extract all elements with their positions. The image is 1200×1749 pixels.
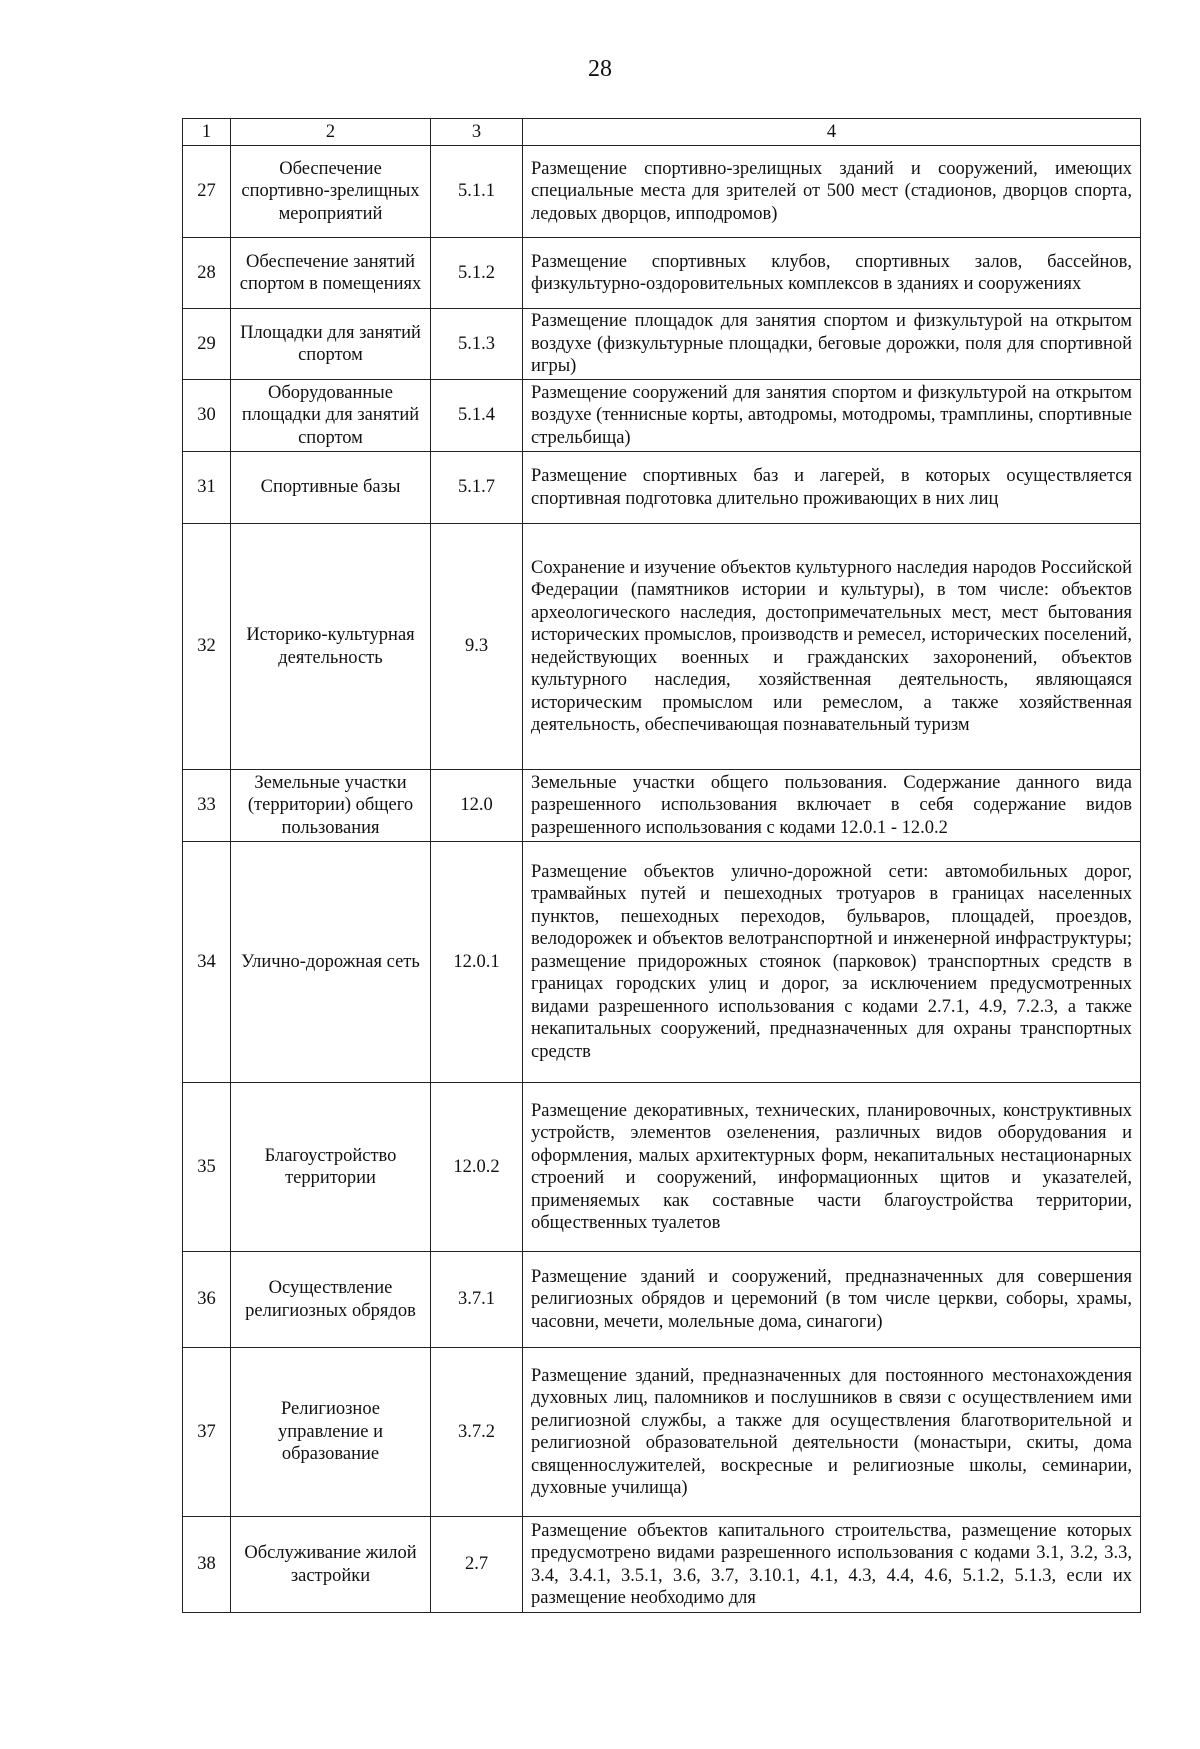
use-type-code: 3.7.2 — [431, 1348, 523, 1517]
use-type-description: Размещение спортивных баз и лагерей, в которых осуществляется спортивная подготовка длительно проживающих в них лиц — [523, 452, 1141, 524]
use-type-name: Благоустройство территории — [231, 1083, 431, 1252]
table-row — [183, 1517, 1141, 1613]
use-type-description: Размещение объектов капитального строительства, размещение которых предусмотрено видами разрешенного использования с кодами 3.1, 3.2, 3.3, 3.4, 3.4.1, 3.5.1, 3.6, 3.7, 3.10.1, 4.1, 4.3, 4.4, 4.6, 5.1.2, 5.1.3, если их размещение необходимо для — [523, 1517, 1141, 1613]
use-type-description: Размещение зданий, предназначенных для постоянного местонахождения духовных лиц, паломников и послушников в связи с осуществлением ими религиозной службы, а также для осуществления благотворительной и религиозной образовательной деятельности (монастыри, скиты, дома священнослужителей, воскресные и религиозные школы, семинарии, духовные училища) — [523, 1348, 1141, 1517]
row-number: 38 — [183, 1517, 231, 1613]
use-type-description: Размещение площадок для занятия спортом и физкультурой на открытом воздухе (физкультурные площадки, беговые дорожки, поля для спортивной игры) — [523, 309, 1141, 380]
use-type-description: Размещение спортивных клубов, спортивных залов, бассейнов, физкультурно-оздоровительных комплексов в зданиях и сооружениях — [523, 238, 1141, 309]
use-type-name: Обеспечение занятий спортом в помещениях — [231, 238, 431, 309]
table-row — [183, 380, 1141, 452]
use-type-description: Размещение зданий и сооружений, предназначенных для совершения религиозных обрядов и церемоний (в том числе церкви, соборы, храмы, часовни, мечети, молельные дома, синагоги) — [523, 1252, 1141, 1348]
table-row — [183, 842, 1141, 1083]
use-type-description: Размещение сооружений для занятия спортом и физкультурой на открытом воздухе (теннисные корты, автодромы, мотодромы, трамплины, спортивные стрельбища) — [523, 380, 1141, 452]
use-type-code: 9.3 — [431, 524, 523, 770]
use-type-name: Осуществление религиозных обрядов — [231, 1252, 431, 1348]
use-type-code: 5.1.3 — [431, 309, 523, 380]
use-type-code: 5.1.2 — [431, 238, 523, 309]
use-type-name: Обслуживание жилой застройки — [231, 1517, 431, 1613]
row-number: 32 — [183, 524, 231, 770]
use-type-code: 5.1.1 — [431, 146, 523, 238]
row-number: 34 — [183, 842, 231, 1083]
use-type-name: Оборудованные площадки для занятий спортом — [231, 380, 431, 452]
page-number: 28 — [588, 56, 612, 82]
use-type-name: Площадки для занятий спортом — [231, 309, 431, 380]
table-row — [183, 1252, 1141, 1348]
row-number: 35 — [183, 1083, 231, 1252]
table-header-row — [183, 119, 1141, 146]
row-number: 31 — [183, 452, 231, 524]
table-row — [183, 309, 1141, 380]
row-number: 37 — [183, 1348, 231, 1517]
table-row — [183, 524, 1141, 770]
use-type-description: Размещение спортивно-зрелищных зданий и сооружений, имеющих специальные места для зрителей от 500 мест (стадионов, дворцов спорта, ледовых дворцов, ипподромов) — [523, 146, 1141, 238]
use-type-code: 12.0.2 — [431, 1083, 523, 1252]
column-header: 2 — [231, 119, 431, 146]
table-row — [183, 1348, 1141, 1517]
row-number: 36 — [183, 1252, 231, 1348]
use-type-name: Спортивные базы — [231, 452, 431, 524]
use-type-code: 3.7.1 — [431, 1252, 523, 1348]
row-number: 30 — [183, 380, 231, 452]
use-type-code: 12.0 — [431, 770, 523, 842]
land-use-table — [182, 118, 1141, 1613]
use-type-description: Сохранение и изучение объектов культурного наследия народов Российской Федерации (памятников истории и культуры), в том числе: объектов археологического наследия, достопримечательных мест, мест бытования исторических промыслов, производств и ремесел, исторических поселений, недействующих военных и гражданских захоронений, объектов культурного наследия, хозяйственная деятельность, являющаяся историческим промыслом или ремеслом, а также хозяйственная деятельность, обеспечивающая познавательный туризм — [523, 524, 1141, 770]
table-row — [183, 452, 1141, 524]
column-header: 3 — [431, 119, 523, 146]
table-row — [183, 238, 1141, 309]
row-number: 28 — [183, 238, 231, 309]
use-type-description: Размещение декоративных, технических, планировочных, конструктивных устройств, элементов озеленения, различных видов оборудования и оформления, малых архитектурных форм, некапитальных нестационарных строений и сооружений, информационных щитов и указателей, применяемых как составные части благоустройства территории, общественных туалетов — [523, 1083, 1141, 1252]
use-type-code: 5.1.4 — [431, 380, 523, 452]
use-type-name: Обеспечение спортивно-зрелищных мероприятий — [231, 146, 431, 238]
table-row — [183, 146, 1141, 238]
use-type-name: Земельные участки (территории) общего пользования — [231, 770, 431, 842]
use-type-description: Размещение объектов улично-дорожной сети: автомобильных дорог, трамвайных путей и пешеходных тротуаров в границах населенных пунктов, пешеходных переходов, бульваров, площадей, проездов, велодорожек и объектов велотранспортной и инженерной инфраструктуры; размещение придорожных стоянок (парковок) транспортных средств в границах городских улиц и дорог, за исключением предусмотренных видами разрешенного использования с кодами 2.7.1, 4.9, 7.2.3, а также некапитальных сооружений, предназначенных для охраны транспортных средств — [523, 842, 1141, 1083]
row-number: 27 — [183, 146, 231, 238]
column-header: 1 — [183, 119, 231, 146]
table-row — [183, 1083, 1141, 1252]
row-number: 29 — [183, 309, 231, 380]
use-type-name: Историко-культурная деятельность — [231, 524, 431, 770]
use-type-code: 5.1.7 — [431, 452, 523, 524]
use-type-name: Улично-дорожная сеть — [231, 842, 431, 1083]
use-type-code: 12.0.1 — [431, 842, 523, 1083]
use-type-name: Религиозное управление и образование — [231, 1348, 431, 1517]
use-type-code: 2.7 — [431, 1517, 523, 1613]
column-header: 4 — [523, 119, 1141, 146]
use-type-description: Земельные участки общего пользования. Содержание данного вида разрешенного использования включает в себя содержание видов разрешенного использования с кодами 12.0.1 - 12.0.2 — [523, 770, 1141, 842]
row-number: 33 — [183, 770, 231, 842]
table-row — [183, 770, 1141, 842]
